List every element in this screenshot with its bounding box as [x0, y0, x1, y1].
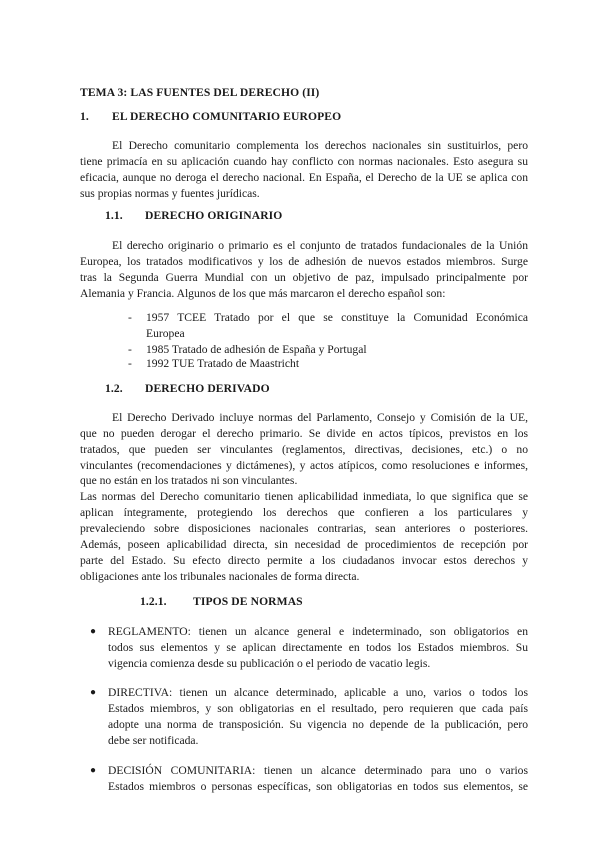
- section-1-1-heading: DERECHO ORIGINARIO: [145, 209, 283, 222]
- bullet-icon: ●: [90, 765, 97, 776]
- paragraph-line: que no están en los tratados ni son vinculantes.: [80, 474, 298, 487]
- bullet-icon: ●: [90, 626, 97, 637]
- paragraph-line: parte del Estado. Su efecto directo permite a los ciudadanos invocar estos derechos y: [80, 554, 528, 567]
- list-dash: -: [128, 357, 132, 370]
- paragraph-line: tiene primacía en su aplicación cuando hay conflicto con normas nacionales. Esto asegura su: [80, 155, 528, 168]
- list-item-continuation: vigencia comienza desde su publicación o el periodo de vacatio legis.: [108, 657, 431, 670]
- paragraph-line: tratados, que pueden ser vinculantes (reglamentos, directivas, decisiones, etc.) o no: [80, 443, 528, 456]
- paragraph-line: que no pueden derogar el derecho primario. Se divide en actos típicos, previstos en los: [80, 427, 528, 440]
- paragraph-line: Europea, los tratados modificativos y los de adhesión de nuevos estados miembros. Surge: [80, 255, 528, 268]
- list-dash: -: [128, 311, 132, 324]
- list-item: 1992 TUE Tratado de Maastricht: [146, 357, 300, 370]
- paragraph-line: tras la Segunda Guerra Mundial con un objetivo de paz, impulsado principalmente por: [80, 271, 528, 284]
- page-title: TEMA 3: LAS FUENTES DEL DERECHO (II): [80, 86, 320, 99]
- list-item-continuation: Europea: [146, 327, 185, 340]
- list-item-continuation: todos sus elementos y se aplican directamente en todos los Estados miembros. Su: [108, 641, 528, 654]
- paragraph-line: sus propias normas y fuentes jurídicas.: [80, 187, 260, 200]
- paragraph-line: Alemania y Francia. Algunos de los que más marcaron el derecho español son:: [80, 287, 446, 300]
- paragraph-line: Las normas del Derecho comunitario tienen aplicabilidad inmediata, lo que significa que se: [80, 490, 528, 503]
- paragraph-line: obligaciones ante los tribunales nacionales de forma directa.: [80, 570, 360, 583]
- list-item-continuation: debe ser notificada.: [108, 734, 199, 747]
- list-item: 1985 Tratado de adhesión de España y Portugal: [146, 343, 367, 356]
- list-item: DIRECTIVA: tienen un alcance determinado, aplicable a uno, varios o todos los: [108, 686, 528, 699]
- section-1-number: 1.: [80, 110, 89, 123]
- section-1-2-heading: DERECHO DERIVADO: [145, 382, 270, 395]
- bullet-icon: ●: [90, 687, 97, 698]
- paragraph-line: El derecho originario o primario es el conjunto de tratados fundacionales de la Unión: [112, 239, 528, 252]
- section-1-2-number: 1.2.: [105, 382, 123, 395]
- list-item-continuation: Estados miembros o personas específicas, son obligatorias en todos sus elementos, se: [108, 780, 528, 793]
- section-1-2-1-heading: TIPOS DE NORMAS: [193, 595, 303, 608]
- paragraph-line: eficacia, aunque no deroga el derecho nacional. En España, el Derecho de la UE se aplica con: [80, 171, 528, 184]
- list-dash: -: [128, 343, 132, 356]
- paragraph-line: prevaleciendo sobre disposiciones nacionales contrarias, sean anteriores o posteriores.: [80, 522, 528, 535]
- section-1-heading: EL DERECHO COMUNITARIO EUROPEO: [112, 110, 342, 123]
- section-1-2-1-number: 1.2.1.: [140, 595, 167, 608]
- list-item-continuation: adopte una norma de transposición. Su vigencia no depende de la publicación, pero: [108, 718, 528, 731]
- paragraph-line: aplican íntegramente, protegiendo los derechos que confieren a los particulares y: [80, 506, 528, 519]
- list-item: REGLAMENTO: tienen un alcance general e indeterminado, son obligatorios en: [108, 625, 528, 638]
- paragraph-line: Además, poseen aplicabilidad directa, sin necesidad de procedimientos de recepción por: [80, 538, 528, 551]
- paragraph-line: vinculantes (recomendaciones y dictámenes), y actos atípicos, como resoluciones e informes,: [80, 459, 528, 472]
- paragraph-line: El Derecho Derivado incluye normas del Parlamento, Consejo y Comisión de la UE,: [112, 411, 528, 424]
- section-1-1-number: 1.1.: [105, 209, 123, 222]
- list-item: DECISIÓN COMUNITARIA: tienen un alcance determinado para uno o varios: [108, 764, 528, 777]
- paragraph-line: El Derecho comunitario complementa los derechos nacionales sin sustituirlos, pero: [112, 139, 528, 152]
- list-item-continuation: Estados miembros, y son obligatorias en el resultado, pero requieren que cada país: [108, 702, 528, 715]
- list-item: 1957 TCEE Tratado por el que se constituye la Comunidad Económica: [146, 311, 528, 324]
